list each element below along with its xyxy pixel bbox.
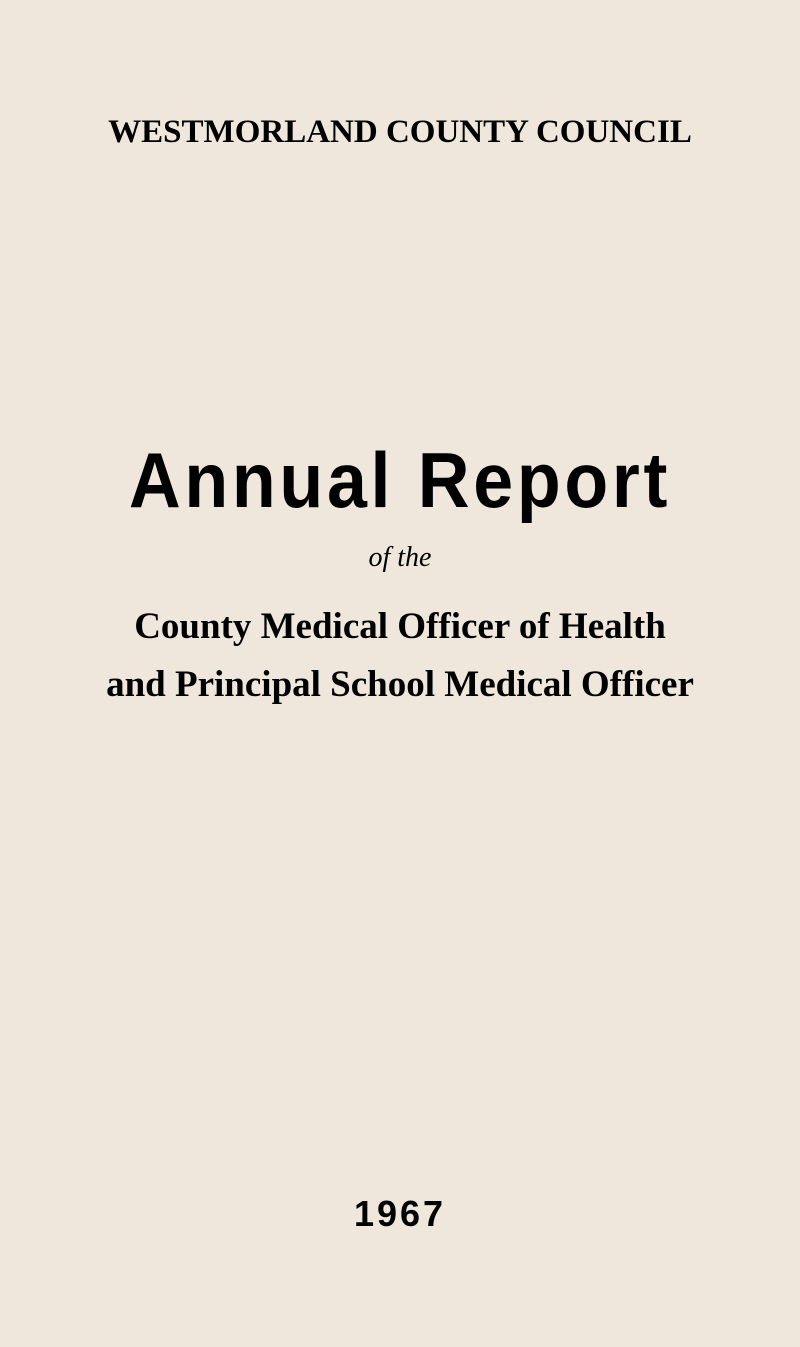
council-name: WESTMORLAND COUNTY COUNCIL	[108, 114, 692, 150]
report-year: 1967	[353, 1193, 447, 1234]
officer-title-line-2: and Principal School Medical Officer	[106, 664, 694, 705]
report-title: Annual Report	[128, 436, 672, 524]
officer-title-line-1: County Medical Officer of Health	[134, 606, 666, 647]
of-the-subtitle: of the	[368, 542, 432, 573]
